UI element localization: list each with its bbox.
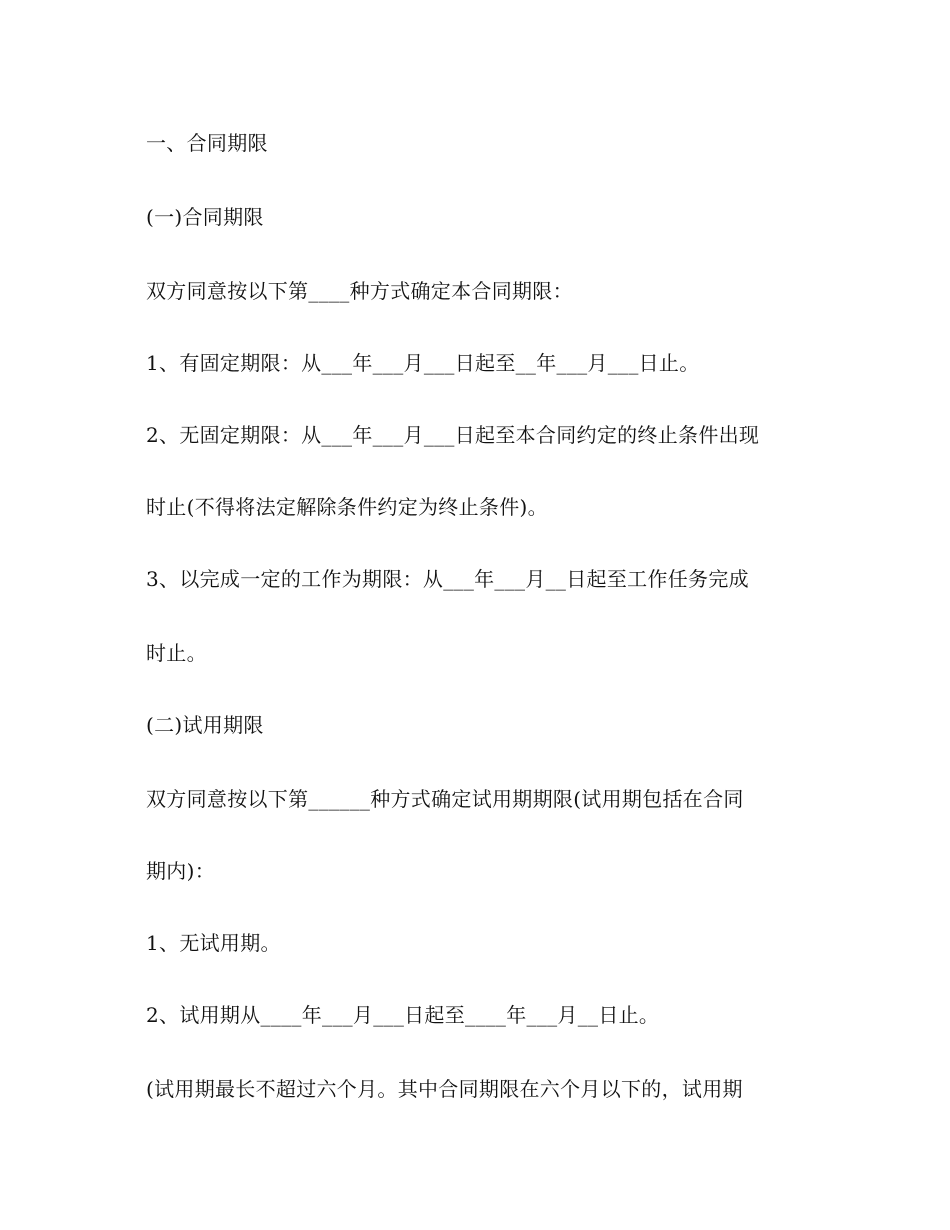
list-item-fixed-term: 1、有固定期限：从___年___月___日起至__年___月___日止。 xyxy=(146,351,700,375)
list-item-open-term-continued: 时止(不得将法定解除条件约定为终止条件)。 xyxy=(146,495,548,519)
paragraph-term-method: 双方同意按以下第____种方式确定本合同期限： xyxy=(146,279,573,303)
list-item-task-term: 3、以完成一定的工作为期限：从___年___月__日起至工作任务完成 xyxy=(146,567,749,591)
paragraph-probation-note: (试用期最长不超过六个月。其中合同期限在六个月以下的，试用期 xyxy=(146,1077,743,1101)
list-item-probation-period: 2、试用期从____年___月___日起至____年___月__日止。 xyxy=(146,1003,660,1027)
subsection-heading-probation: (二)试用期限 xyxy=(146,713,264,737)
paragraph-probation-method: 双方同意按以下第______种方式确定试用期期限(试用期包括在合同 xyxy=(146,787,744,811)
section-heading-contract-term: 一、合同期限 xyxy=(146,131,268,155)
list-item-task-term-continued: 时止。 xyxy=(146,641,207,665)
paragraph-probation-method-continued: 期内)： xyxy=(146,859,216,883)
list-item-open-term: 2、无固定期限：从___年___月___日起至本合同约定的终止条件出现 xyxy=(146,423,760,447)
subsection-heading-contract-term: (一)合同期限 xyxy=(146,205,264,229)
list-item-no-probation: 1、无试用期。 xyxy=(146,931,281,955)
